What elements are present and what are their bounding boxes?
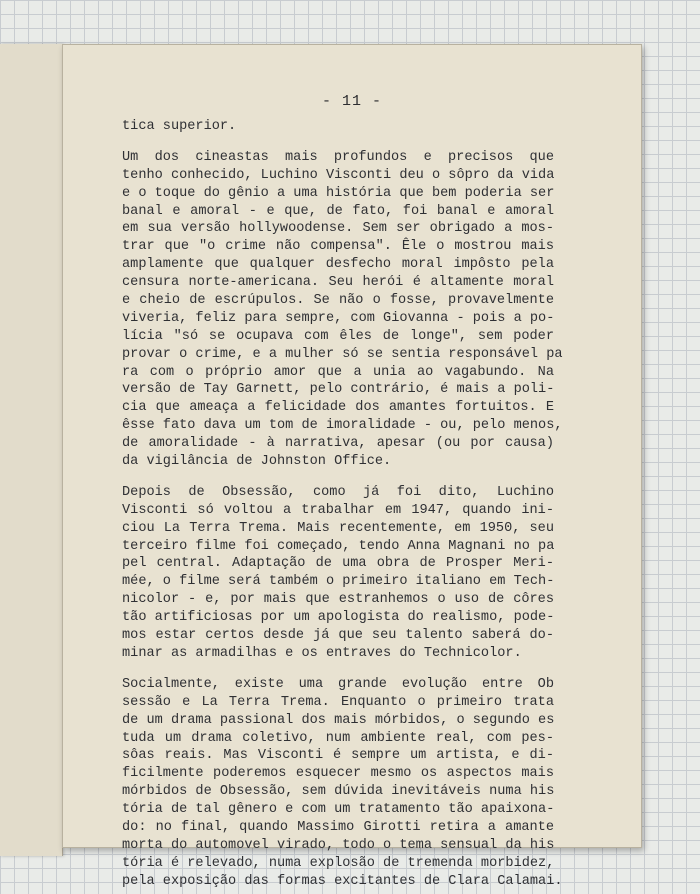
text-line: pel central. Adaptação de uma obra de Prosper Meri- — [122, 556, 554, 572]
text-line: tica superior. — [122, 119, 237, 134]
text-line: morta do automovel virado, todo o tema sensual da his — [122, 837, 555, 853]
typewritten-page — [62, 44, 642, 889]
text-line: tuda um drama coletivo, num ambiente real, com pes- — [122, 730, 554, 746]
text-line: sôas reais. Mas Visconti é sempre um artista, e di- — [122, 748, 554, 764]
text-line: mée, o filme será também o primeiro italiano em Tech- — [122, 574, 555, 590]
text-line: e cheio de escrúpulos. Se não o fosse, provavelmente — [122, 293, 554, 309]
paragraph-gap — [122, 471, 554, 484]
text-line: tória é relevado, numa explosão de tremenda morbidez, — [122, 855, 555, 871]
text-line: terceiro filme foi começado, tendo Anna Magnani no pa — [122, 538, 555, 554]
text-line: e o toque do gênio a uma história que bem poderia ser — [122, 185, 555, 201]
text-line: censura norte-americana. Seu herói é altamente moral — [122, 275, 554, 291]
text-line: nicolor - e, por mais que estranhemos o uso de côres — [122, 592, 554, 608]
text-line: tão artificiosas por um apologista do realismo, pode- — [122, 610, 555, 626]
text-line: de amoralidade - à narrativa, apesar (ou por causa) — [122, 436, 554, 452]
text-line: viveria, feliz para sempre, com Giovanna - pois a po- — [122, 310, 555, 326]
text-line: de um drama passional dos mais mórbidos, o segundo es — [122, 712, 555, 728]
paragraph-gap — [122, 663, 554, 676]
text-line: cia que ameaça a felicidade dos amantes fortuitos. E — [122, 400, 554, 416]
text-line: provar o crime, e a mulher só se sentia responsável pa — [122, 346, 563, 362]
text-line: banal e amoral - e que, de fato, foi banal e amoral — [122, 203, 554, 219]
text-line: pela exposição das formas excitantes de Clara Calamai. — [122, 873, 563, 889]
text-line: mos estar certos desde já que seu talento saberá do- — [122, 628, 554, 644]
paragraph — [122, 118, 554, 136]
text-line: trar que "o crime não compensa". Êle o mostrou mais — [122, 239, 554, 255]
paragraph — [122, 676, 563, 891]
text-line: ra com o próprio amor que a unia ao vagabundo. Na — [122, 364, 554, 380]
text-line: Visconti só voltou a trabalhar em 1947, quando ini- — [122, 502, 554, 518]
previous-page-edge — [0, 44, 63, 856]
text-line: mórbidos de Obsessão, sem dúvida inevitáveis numa his — [122, 784, 555, 800]
text-line: versão de Tay Garnett, pelo contrário, é mais a poli- — [122, 382, 555, 398]
text-line: Socialmente, existe uma grande evolução entre Ob — [122, 676, 554, 692]
text-line: êsse fato dava um tom de imoralidade - ou, pelo menos, — [122, 418, 563, 434]
text-line: em sua versão hollywoodense. Sem ser obrigado a mos- — [122, 221, 554, 237]
text-line: sessão e La Terra Trema. Enquanto o primeiro trata — [122, 694, 554, 710]
paragraph-gap — [122, 136, 554, 149]
text-line: da vigilância de Johnston Office. — [122, 454, 392, 470]
text-line: ciou La Terra Trema. Mais recentemente, em 1950, seu — [122, 520, 554, 536]
text-line: amplamente que qualquer desfecho moral impôsto pela — [122, 257, 554, 273]
text-line: tenho conhecido, Luchino Visconti deu o sôpro da vida — [122, 167, 555, 183]
paragraph — [122, 484, 554, 663]
text-line: Um dos cineastas mais profundos e precisos que — [122, 149, 554, 165]
text-line: Depois de Obsessão, como já foi dito, Luchino — [122, 484, 554, 500]
paragraph — [122, 149, 563, 471]
body-text — [122, 118, 563, 891]
text-line: lícia "só se ocupava com êles de longe", sem poder — [122, 328, 554, 344]
text-line: minar as armadilhas e os entraves do Technicolor. — [122, 645, 522, 661]
page-number: - 11 - — [321, 93, 382, 110]
text-line: do: no final, quando Massimo Girotti retira a amante — [122, 819, 554, 835]
text-line: ficilmente poderemos esquecer mesmo os aspectos mais — [122, 766, 554, 782]
text-line: tória de tal gênero e com um tratamento tão apaixona- — [122, 802, 555, 818]
